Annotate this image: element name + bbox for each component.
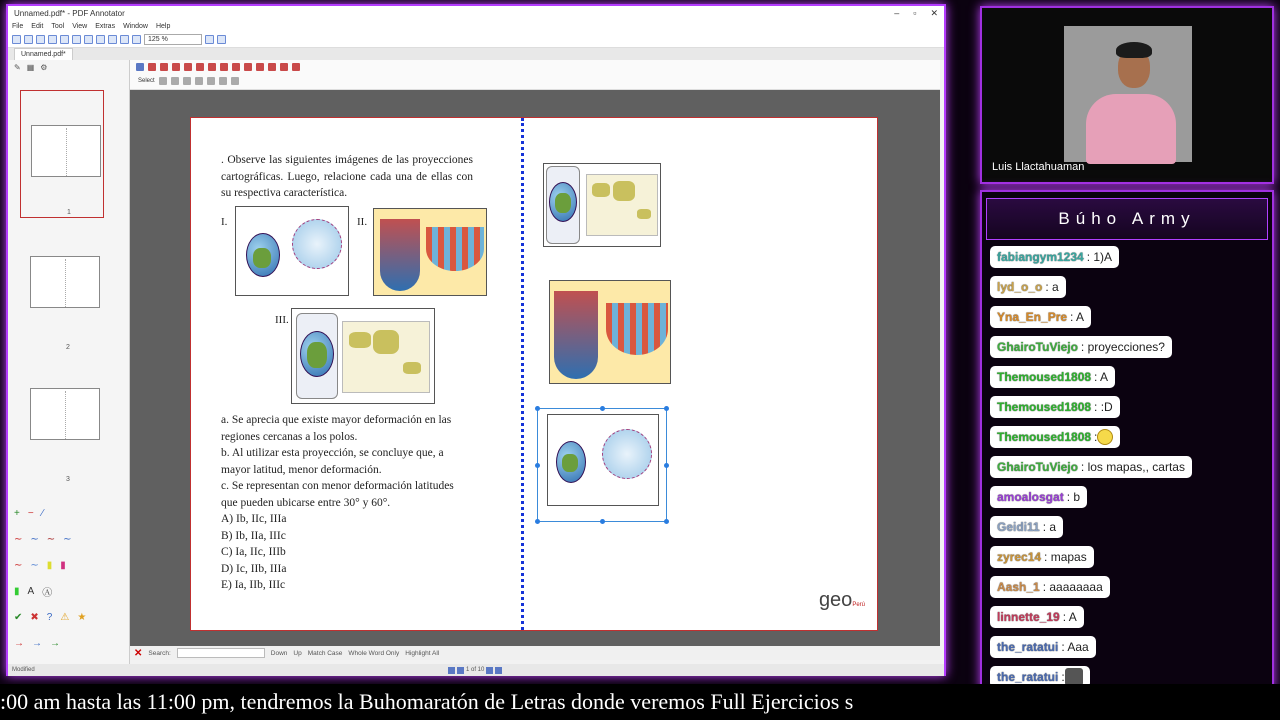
select-tool-icon[interactable] [136, 63, 144, 71]
close-search-icon[interactable]: ✕ [134, 647, 143, 659]
favorite-tool-icon[interactable] [292, 63, 300, 71]
selection-box[interactable] [537, 408, 667, 522]
image-azimuthal-projection [235, 206, 349, 296]
ellipse-tool-icon[interactable] [208, 63, 216, 71]
chat-message-row [982, 396, 1272, 426]
pdf-annotator-window [6, 4, 946, 676]
resize-handle[interactable] [664, 519, 669, 524]
thumbnail-page-2[interactable] [20, 226, 104, 354]
annotation-ribbon [130, 60, 940, 90]
whole-word-toggle[interactable]: Whole Word Only [348, 649, 400, 657]
new-icon[interactable] [12, 35, 21, 44]
zoom-in-icon[interactable] [205, 35, 214, 44]
select-label: Select [138, 78, 155, 84]
conic-map-image [426, 227, 484, 271]
dotted-divider-line [521, 118, 524, 630]
thumbnail-number: 1 [67, 209, 71, 216]
resize-handle[interactable] [535, 519, 540, 524]
logo-sub: Perú [852, 602, 865, 608]
chat-message-row [982, 246, 1272, 276]
chat-message [990, 366, 1115, 388]
chat-message [990, 276, 1066, 298]
fit-page-icon[interactable] [217, 35, 226, 44]
thumbnail-page-1[interactable] [20, 90, 104, 218]
chat-text: : A [1062, 610, 1077, 624]
chat-message-row [982, 486, 1272, 516]
question-stamp-icon[interactable]: ? [46, 611, 53, 623]
zoom-field[interactable]: 125 % [144, 34, 202, 45]
link-tool-icon[interactable] [256, 63, 264, 71]
cut-icon[interactable] [60, 35, 69, 44]
textbox-tool-icon[interactable]: Ⓐ [42, 587, 53, 599]
warning-stamp-icon[interactable]: ⚠ [60, 611, 70, 623]
pen-blue-icon[interactable]: ∼ [30, 533, 39, 545]
open-icon[interactable] [24, 35, 33, 44]
chat-message-row [982, 516, 1272, 546]
document-canvas[interactable] [130, 90, 940, 646]
chat-message [990, 486, 1087, 508]
thumbnail-page-3[interactable] [20, 358, 104, 486]
chat-message-row [982, 576, 1272, 606]
chat-username[interactable]: zyrec14 [997, 550, 1042, 564]
image-conic-projection [373, 208, 487, 296]
search-up-button[interactable]: Up [293, 649, 302, 657]
thumbnail-number: 2 [66, 344, 70, 351]
chat-username[interactable]: lyd_o_o [997, 280, 1043, 294]
sum-tool-icon[interactable] [280, 63, 288, 71]
image-cylindrical-projection [291, 308, 435, 404]
last-page-icon[interactable] [495, 667, 502, 674]
chat-message-list [982, 246, 1272, 696]
chat-message [990, 246, 1119, 268]
resize-handle[interactable] [600, 406, 605, 411]
chat-text: : Aaa [1061, 640, 1089, 654]
chat-message-row [982, 426, 1272, 456]
highlighter-tool-icon[interactable] [160, 63, 168, 71]
menu-file[interactable]: File [12, 22, 24, 30]
logo-text: geo [818, 589, 853, 611]
lock-icon[interactable] [171, 77, 179, 85]
status-text: Modified [12, 667, 35, 673]
chat-username[interactable]: Aash_1 [997, 580, 1040, 594]
star-stamp-icon[interactable]: ★ [77, 611, 87, 623]
align-icon[interactable] [159, 77, 167, 85]
pen-blue-icon[interactable]: ∕ [41, 507, 44, 519]
resize-handle[interactable] [600, 519, 605, 524]
print-icon[interactable] [48, 35, 57, 44]
maximize-button[interactable]: ▫ [913, 7, 917, 18]
thumbnail-number: 3 [66, 476, 70, 483]
chat-message [990, 576, 1110, 598]
chat-username[interactable]: Themoused1808 [997, 370, 1092, 384]
undo-icon[interactable] [108, 35, 117, 44]
chat-username[interactable]: the_ratatui [997, 640, 1059, 654]
minimize-button[interactable]: – [894, 7, 900, 18]
option-b: b. Al utilizar esta proyección, se concluye que, a mayor latitud, menor deformación. [221, 447, 444, 476]
title-bar [8, 6, 944, 20]
chat-message-row [982, 276, 1272, 306]
answer-d: D) Ic, IIb, IIIa [221, 562, 287, 575]
label-ii: II. [357, 216, 368, 228]
status-bar [8, 664, 944, 676]
tab-unnamed-pdf[interactable]: Unnamed.pdf* [14, 48, 73, 60]
menu-extras[interactable]: Extras [95, 22, 116, 30]
comment-tool-icon[interactable] [244, 63, 252, 71]
conic-map-image [606, 303, 668, 355]
cone-globe-image [554, 291, 598, 379]
next-page-icon[interactable] [486, 667, 493, 674]
chat-message-row [982, 366, 1272, 396]
resize-handle[interactable] [664, 406, 669, 411]
annotation-conic-image[interactable] [549, 280, 671, 384]
arrow-red-icon[interactable]: → [14, 637, 24, 649]
chat-message [990, 516, 1063, 538]
answer-a: A) Ib, IIc, IIIa [221, 513, 287, 525]
page-indicator[interactable]: 1 of 10 [466, 667, 485, 673]
chat-username[interactable]: GhairoTuViejo [997, 460, 1078, 474]
question-text: . Observe las siguientes imágenes de las proyecciones cartográficas. Luego, relacione cada una de ellas con su respectiva característica. [221, 154, 473, 199]
presenter-name: Luis Llactahuaman [992, 161, 1085, 173]
line-tool-icon[interactable] [184, 63, 192, 71]
chat-text: : proyecciones? [1080, 340, 1165, 354]
chat-username[interactable]: GhairoTuViejo [997, 340, 1078, 354]
chat-text: : a [1045, 280, 1059, 294]
chat-username[interactable]: Themoused1808 [997, 400, 1092, 414]
close-button[interactable]: ✕ [930, 7, 938, 18]
answer-c: C) Ia, IIc, IIIb [221, 546, 286, 558]
menu-window[interactable]: Window [123, 22, 148, 30]
chat-text: : :D [1094, 400, 1113, 414]
cone-globe-image [380, 219, 420, 291]
globe-image [246, 233, 280, 277]
image-tool-icon[interactable] [268, 63, 276, 71]
search-input[interactable] [177, 648, 265, 658]
chat-message-row [982, 456, 1272, 486]
chat-message-row [982, 606, 1272, 636]
check-stamp-icon[interactable]: ✔ [14, 611, 23, 623]
tools-icon[interactable]: ⚙ [40, 62, 48, 72]
match-case-toggle[interactable]: Match Case [307, 649, 343, 657]
window-title: Unnamed.pdf* - PDF Annotator [14, 8, 125, 18]
options-list [221, 412, 473, 594]
chat-username[interactable]: linnette_19 [997, 610, 1060, 624]
pen-red-icon[interactable]: ∼ [14, 559, 23, 571]
cylindrical-map-image [586, 174, 658, 236]
chat-text: : b [1066, 490, 1081, 504]
menu-view[interactable]: View [72, 22, 88, 30]
chat-message [990, 396, 1120, 418]
group-icon[interactable] [183, 77, 191, 85]
search-bar [130, 646, 940, 660]
chat-message [990, 336, 1172, 358]
chat-message [990, 606, 1084, 628]
pdf-page[interactable] [190, 117, 878, 631]
chat-message [990, 546, 1094, 568]
chat-message-row [982, 336, 1272, 366]
pen-icon[interactable]: ✎ [14, 62, 21, 72]
arrow-blue-icon[interactable]: → [32, 637, 42, 649]
chat-username[interactable]: Geidi11 [997, 520, 1040, 534]
paste-icon[interactable] [84, 35, 93, 44]
chat-text: : 1)A [1086, 250, 1113, 264]
minus-icon[interactable]: − [27, 507, 34, 519]
distribute-icon[interactable] [207, 77, 215, 85]
globe-image [300, 331, 334, 377]
pen-red-icon[interactable]: ∼ [14, 533, 23, 545]
option-c: c. Se representan con menor deformación latitudes que pueden ubicarse entre 30° y 60°. [221, 480, 454, 509]
highlighter-pink-icon[interactable]: ▮ [60, 559, 66, 571]
option-a: a. Se aprecia que existe mayor deformación en las regiones cercanas a los polos. [221, 414, 452, 443]
chat-message-row [982, 306, 1272, 336]
thumbnail-sidebar [8, 60, 130, 672]
answer-b: B) Ib, IIa, IIIc [221, 529, 286, 542]
cylindrical-map-image [342, 321, 430, 393]
resize-handle[interactable] [535, 463, 540, 468]
search-label: Search: [148, 649, 171, 657]
chat-title: Búho Army [986, 198, 1268, 240]
redo-icon[interactable] [120, 35, 129, 44]
first-page-icon[interactable] [448, 667, 455, 674]
resize-handle[interactable] [535, 406, 540, 411]
chat-message [990, 426, 1120, 448]
presenter-body [1086, 94, 1176, 164]
pen-lightblue-icon[interactable]: ∼ [30, 559, 39, 571]
chat-text: : A [1094, 370, 1109, 384]
order-icon[interactable] [219, 77, 227, 85]
sidebar-toolbar [8, 60, 129, 74]
eraser-tool-icon[interactable] [172, 63, 180, 71]
chat-text: : A [1070, 310, 1085, 324]
globe-image [549, 182, 577, 222]
answer-e: E) Ia, IIb, IIIc [221, 579, 286, 591]
pen-darkred-icon[interactable]: ∼ [46, 533, 56, 545]
chat-username[interactable]: fabiangym1234 [997, 250, 1084, 264]
resize-handle[interactable] [664, 463, 669, 468]
favorite-tools-panel [10, 500, 126, 656]
chat-panel [980, 190, 1274, 690]
chat-message-row [982, 546, 1272, 576]
menu-bar [8, 20, 944, 32]
chat-username[interactable]: amoalosgat [997, 490, 1064, 504]
text-tool-icon[interactable] [232, 63, 240, 71]
highlight-all-toggle[interactable]: Highlight All [405, 649, 440, 657]
chat-message [990, 306, 1091, 328]
zoom-out-icon[interactable] [132, 35, 141, 44]
menu-tool[interactable]: Tool [51, 22, 65, 30]
save-icon[interactable] [36, 35, 45, 44]
polar-map-image [292, 219, 342, 269]
cross-stamp-icon[interactable]: ✖ [30, 611, 39, 623]
menu-edit[interactable]: Edit [31, 22, 44, 30]
highlighter-yellow-icon[interactable]: ▮ [46, 559, 53, 571]
plus-icon[interactable]: + [14, 507, 20, 519]
pen-tool-icon[interactable] [148, 63, 156, 71]
highlighter-green-icon[interactable]: ▮ [14, 585, 20, 597]
thumbnail-image [31, 125, 101, 177]
stamp-tool-icon[interactable] [220, 63, 228, 71]
chat-username[interactable]: Themoused1808 [997, 430, 1092, 444]
chat-message [990, 636, 1096, 658]
presenter-hair [1116, 42, 1152, 58]
arrange-icon[interactable] [195, 77, 203, 85]
main-toolbar [8, 32, 944, 48]
chat-username[interactable]: Yna_En_Pre [997, 310, 1068, 324]
label-i: I. [221, 216, 228, 228]
rectangle-tool-icon[interactable] [196, 63, 204, 71]
chat-username[interactable]: the_ratatui [997, 670, 1059, 684]
menu-help[interactable]: Help [155, 22, 171, 30]
chat-text: : aaaaaaaa [1042, 580, 1103, 594]
prev-page-icon[interactable] [457, 667, 464, 674]
annotation-cylindrical-image[interactable] [543, 163, 661, 247]
thumbnail-image [30, 256, 100, 308]
chat-text: : a [1042, 520, 1057, 534]
delete-icon[interactable] [96, 35, 105, 44]
document-tabs [8, 48, 944, 60]
chat-text: : [1061, 670, 1065, 684]
smile-emoji-icon [1097, 429, 1113, 445]
chat-text: : [1094, 430, 1098, 444]
chat-message-row [982, 636, 1272, 666]
copy-icon[interactable] [72, 35, 81, 44]
properties-icon[interactable] [231, 77, 239, 85]
news-ticker: :00 am hasta las 11:00 pm, tendremos la Buhomaratón de Letras donde veremos Full Ejercicios s [0, 684, 1280, 720]
text-tool-icon[interactable]: A [27, 585, 35, 597]
grid-icon[interactable]: ▦ [26, 62, 35, 72]
chat-text: : los mapas,, cartas [1080, 460, 1185, 474]
pen-blue-icon[interactable]: ∼ [63, 533, 72, 545]
arrow-green-icon[interactable]: → [50, 637, 60, 649]
label-iii: III. [275, 314, 289, 326]
page-navigator [448, 665, 502, 675]
webcam-panel [980, 6, 1274, 184]
chat-message [990, 456, 1192, 478]
geo-logo [819, 589, 865, 612]
thumbnail-image [30, 388, 100, 440]
search-down-button[interactable]: Down [270, 649, 288, 657]
chat-text: : mapas [1044, 550, 1087, 564]
